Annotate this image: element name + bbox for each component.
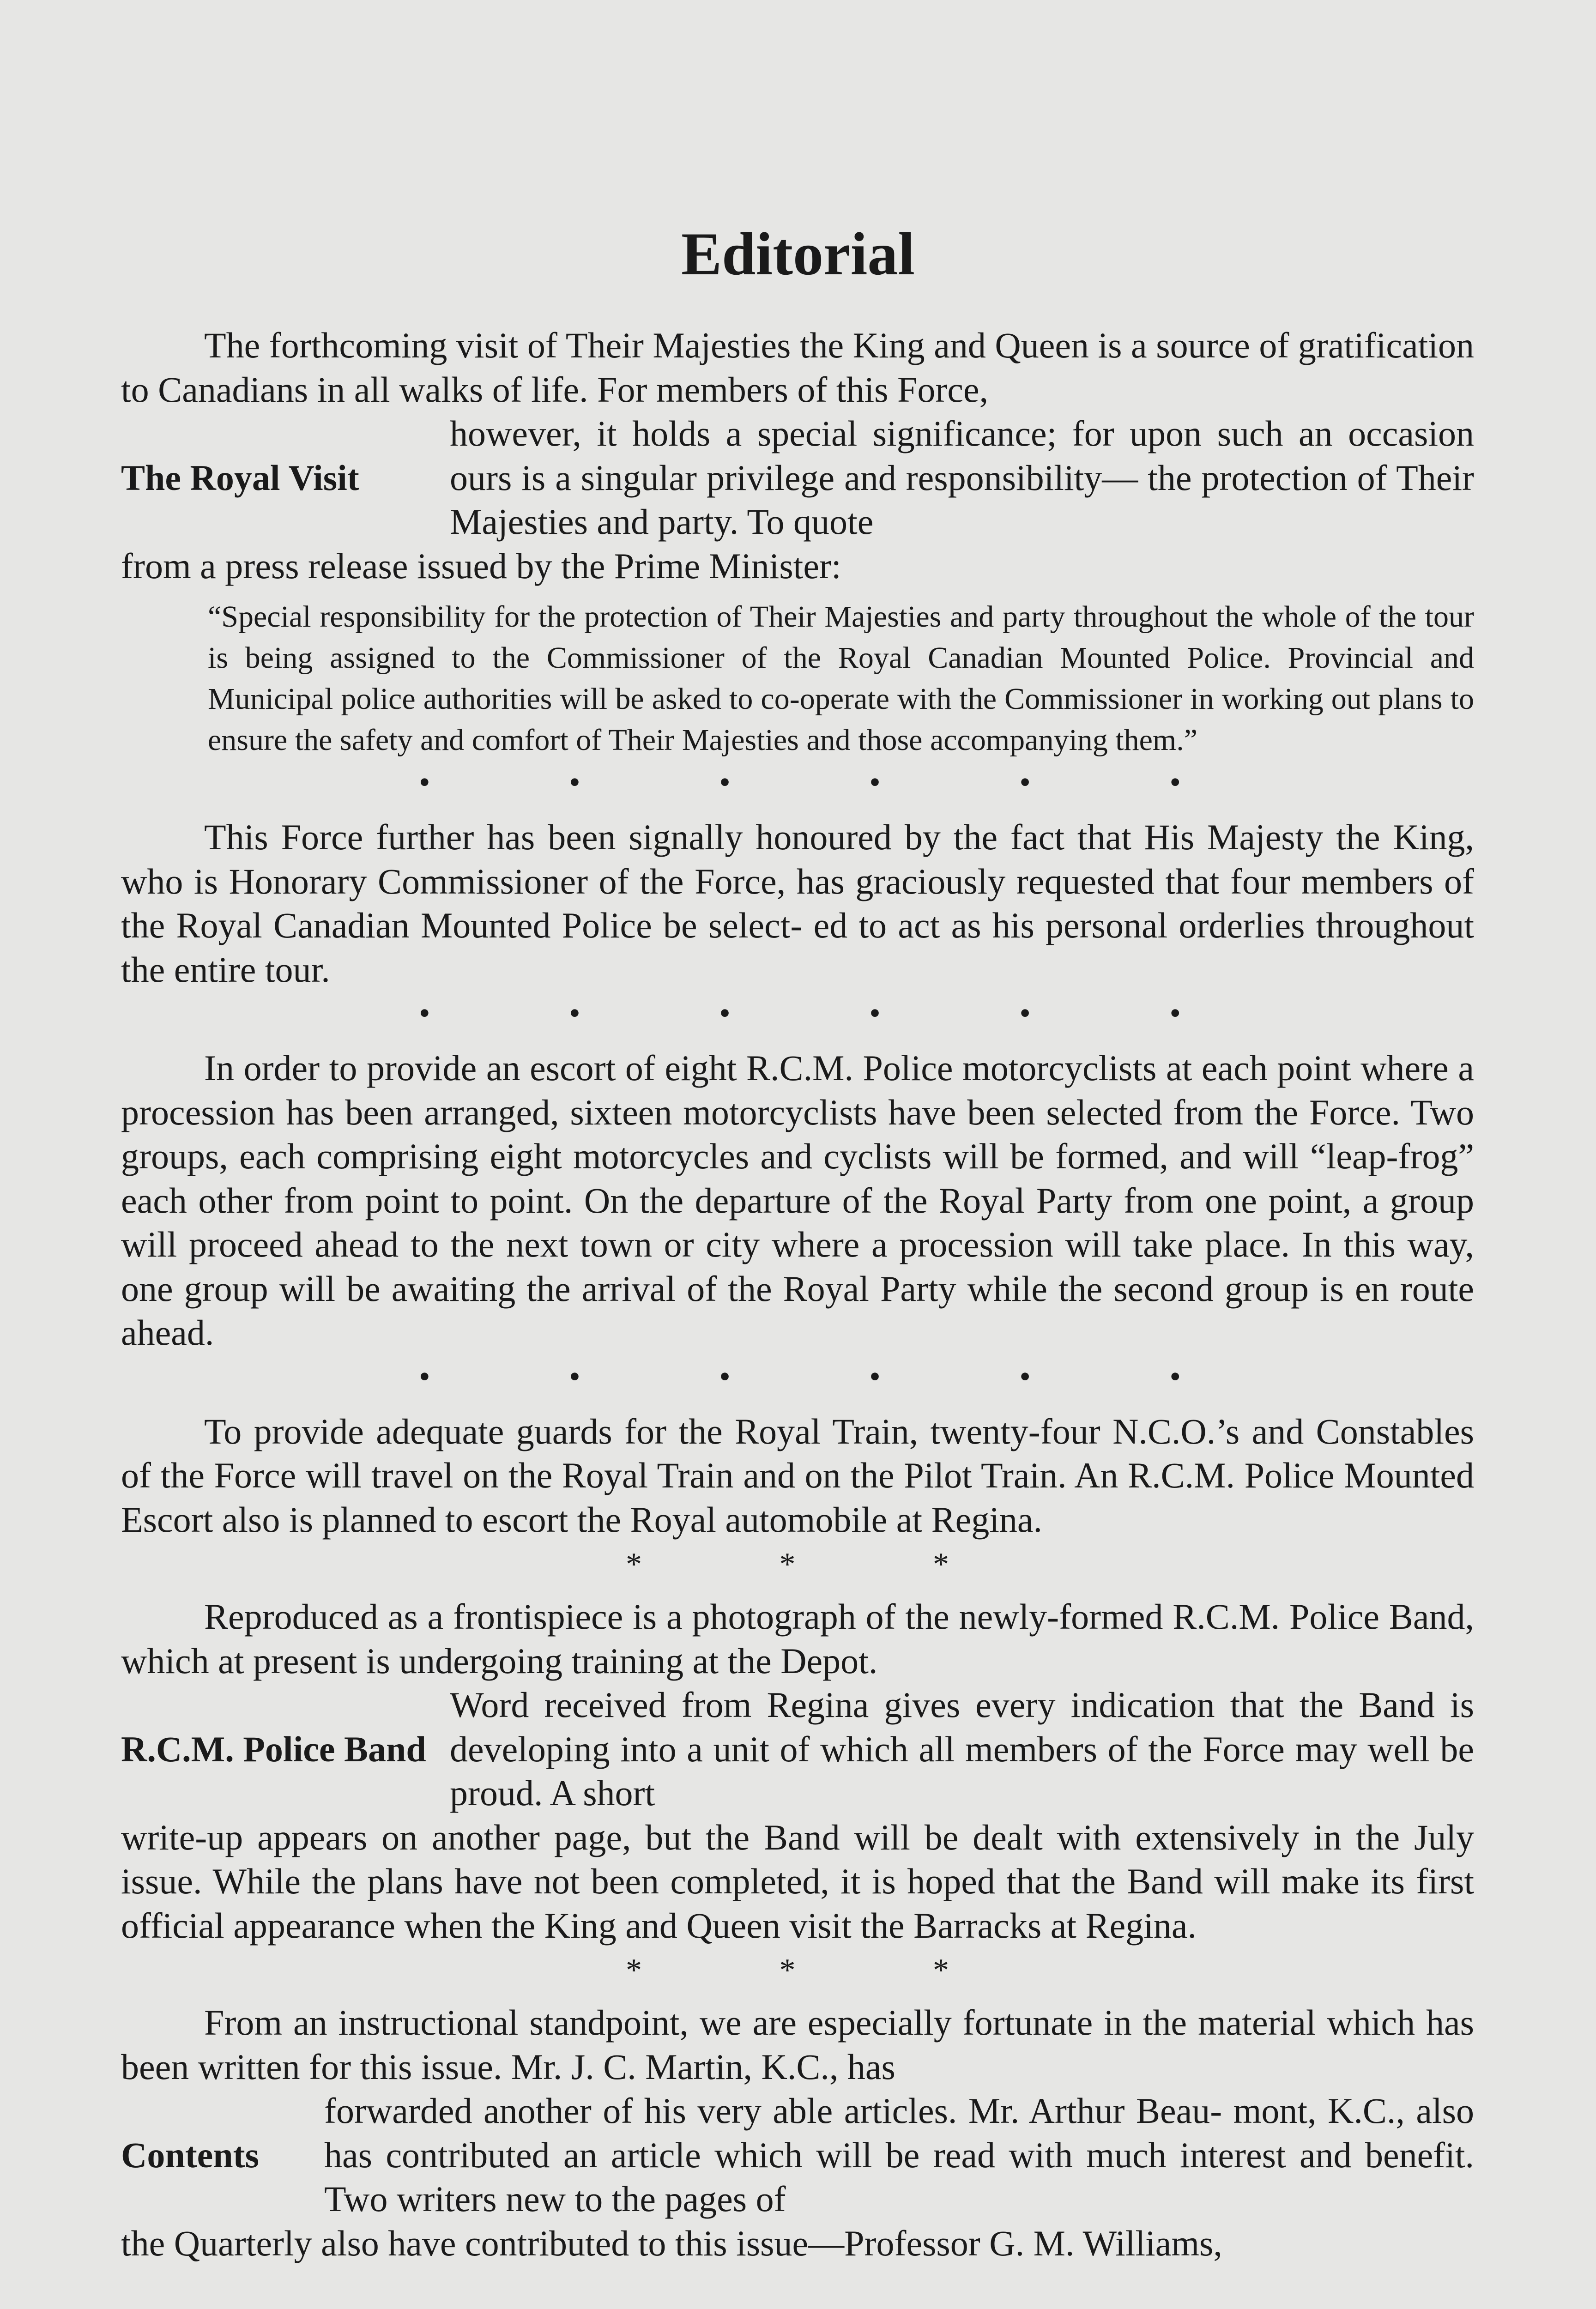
separator-dot: •: [869, 765, 881, 800]
asterisk-separator: [626, 1546, 949, 1583]
bullet-separator: [419, 995, 1181, 1032]
separator-dot: •: [869, 1359, 881, 1395]
band-tail: write-up appears on another page, but the Band will be dealt with extensively in the July issue. While the plans have not been completed, it is hoped that the Band will make its first official appearance when the King and Queen visit the Barracks at Regina.: [121, 1817, 1474, 1946]
separator-dot: •: [869, 996, 881, 1031]
separator-dot: •: [569, 1359, 580, 1395]
page-title: Editorial: [681, 220, 915, 288]
orderlies-paragraph: This Force further has been signally honoured by the fact that His Majesty the King, who is Honorary Commissioner of the Force, has graciously requested that four members of the Royal Canadian Mounted Police be select- ed to act as his personal orderlies throughout the entire tour.: [121, 817, 1474, 990]
bullet-separator: [419, 1359, 1181, 1396]
separator-dot: •: [1019, 1359, 1031, 1395]
separator-dot: •: [1019, 996, 1031, 1031]
band-lead: Reproduced as a frontispiece is a photograph of the newly-formed R.C.M. Police Band, which at present is undergoing training at the Depot.: [121, 1596, 1474, 1681]
band-wrap: [121, 1683, 1474, 1815]
band-sidehead: R.C.M. Police Band: [121, 1729, 426, 1769]
royal-visit-lead: The forthcoming visit of Their Majesties the King and Queen is a source of gratification to Canadians in all walks of life. For members of this Force,: [121, 325, 1474, 410]
contents-sidehead: Contents: [121, 2134, 260, 2175]
contents-wrapped-text: forwarded another of his very able articles. Mr. Arthur Beau- mont, K.C., also has contributed an article which will be read with much interest and benefit. Two writers new to the pages of: [324, 2091, 1474, 2219]
escort-paragraph: In order to provide an escort of eight R.C.M. Police motorcyclists at each point where a procession has been arranged, sixteen motorcyclists have been selected from the Force. Two groups, each comprising eight motorcycles and cyclists will be formed, and will “leap-frog” each other from point to point. On the departure of the Royal Party from one point, a group will proceed ahead to the next town or city where a procession will take place. In this way, one group will be awaiting the arrival of the Royal Party while the second group is en route ahead.: [121, 1048, 1474, 1353]
royal-visit-sidehead: The Royal Visit: [121, 457, 359, 498]
press-release-quote: “Special responsibility for the protection of Their Majesties and party throughout the whole of the tour is being assigned to the Commissioner of the Royal Canadian Mounted Police. Provincial and Municipal police authorities will be asked to co-operate with the Commissioner in working out plans to ensure the safety and comfort of Their Majesties and those accompanying them.”: [208, 600, 1474, 757]
royal-visit-wrapped-text: however, it holds a special significance; for upon such an occasion ours is a singular privilege and responsibility— the protection of Their Majesties and party. To quote: [450, 413, 1474, 542]
separator-dot: •: [569, 765, 580, 800]
separator-star: *: [933, 1952, 949, 1988]
separator-dot: •: [419, 1359, 430, 1395]
article-body: [121, 323, 1474, 2265]
separator-dot: •: [1169, 765, 1181, 800]
bullet-separator: [419, 764, 1181, 801]
separator-dot: •: [419, 765, 430, 800]
separator-star: *: [933, 1547, 949, 1582]
separator-dot: •: [719, 1359, 731, 1395]
separator-dot: •: [719, 996, 731, 1031]
royal-visit-tail: from a press release issued by the Prime Minister:: [121, 545, 841, 586]
separator-star: *: [626, 1952, 642, 1988]
separator-dot: •: [719, 765, 731, 800]
separator-dot: •: [419, 996, 430, 1031]
separator-star: *: [779, 1952, 796, 1988]
separator-star: *: [626, 1547, 642, 1582]
separator-star: *: [779, 1547, 796, 1582]
separator-dot: •: [1169, 996, 1181, 1031]
asterisk-separator: [626, 1952, 949, 1989]
contents-wrap: [121, 2089, 1474, 2221]
separator-dot: •: [1019, 765, 1031, 800]
contents-lead: From an instructional standpoint, we are especially fortunate in the material which has been written for this issue. Mr. J. C. Martin, K.C., has: [121, 2002, 1474, 2087]
band-wrapped-text: Word received from Regina gives every indication that the Band is developing into a unit of which all members of the Force may well be proud. A short: [450, 1685, 1474, 1813]
royal-visit-wrap: [121, 411, 1474, 544]
contents-tail: the Quarterly also have contributed to this issue—Professor G. M. Williams,: [121, 2223, 1222, 2263]
separator-dot: •: [1169, 1359, 1181, 1395]
separator-dot: •: [569, 996, 580, 1031]
guards-paragraph: To provide adequate guards for the Royal Train, twenty-four N.C.O.’s and Constables of the Force will travel on the Royal Train and on the Pilot Train. An R.C.M. Police Mounted Escort also is planned to escort the Royal automobile at Regina.: [121, 1411, 1474, 1540]
